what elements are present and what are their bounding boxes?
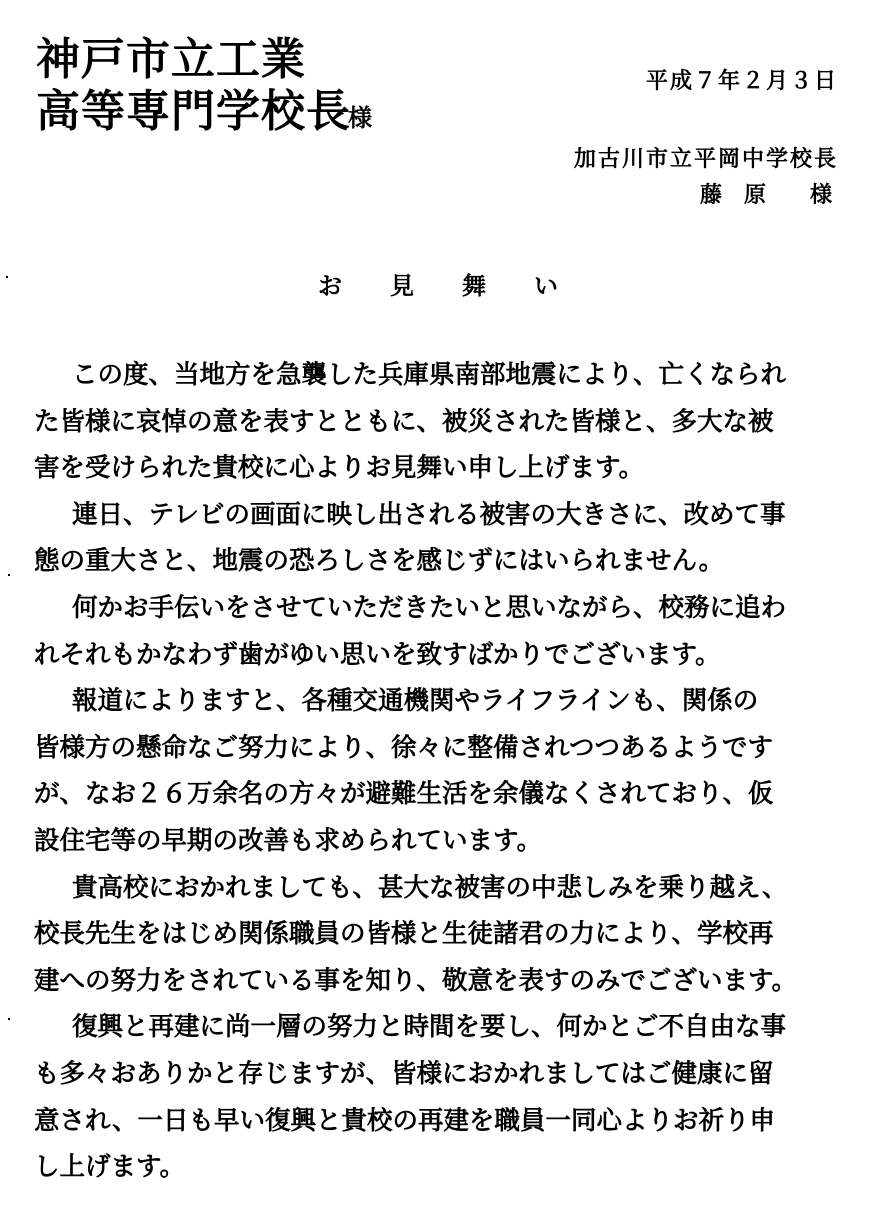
body-line: れそれもかなわず歯がゆい思いを致すばかりでございます。 [34,639,721,670]
body-line: 連日、テレビの画面に映し出される被害の大きさに、改めて事 [72,499,786,530]
body-line: 害を受けられた貴校に心よりお見舞い申し上げます。 [34,453,644,484]
addressee-honorific: 様 [348,103,372,132]
letter-date: 平成７年２月３日 [645,69,838,94]
body-line: 校長先生をはじめ関係職員の皆様と生徒諸君の力により、学校再 [34,919,774,950]
body-line: し上げます。 [34,1152,185,1183]
scan-speck [6,276,8,278]
body-line: 報道によりますと、各種交通機関やライフラインも、関係の [72,686,759,717]
body-line: た皆様に哀悼の意を表すとともに、被災された皆様と、多大な被 [34,406,774,437]
addressee-line-2: 高等専門学校長 [36,86,351,137]
body-line: 貴高校におかれましても、甚大な被害の中悲しみを乗り越え、 [72,872,788,903]
sender-block [574,142,838,214]
sender-honorific: 様 [809,183,834,208]
sender-organization: 加古川市立平岡中学校長 [573,147,838,172]
addressee-line-1: 神戸市立工業 [36,34,306,85]
body-line: 設住宅等の早期の改善も求められています。 [34,825,542,856]
body-line: 復興と再建に尚一層の努力と時間を要し、何かとご不自由な事 [72,1012,787,1043]
addressee-block [36,34,372,138]
document-title: お見舞い [318,272,606,300]
body-line: が、なお２６万余名の方々が避難生活を余儀なくされており、仮 [34,779,774,810]
scan-speck [8,574,10,576]
letter-body [34,352,848,1191]
body-line: この度、当地方を急襲した兵庫県南部地震により、亡くなられ [72,360,787,390]
body-line: 何かお手伝いをさせていただきたいと思いながら、校務に追わ [72,592,787,623]
body-line: 意され、一日も早い復興と貴校の再建を職員一同心よりお祈り申 [34,1105,776,1136]
sender-name-line [574,178,834,214]
sender-name: 藤原 [699,183,788,208]
body-line: 建への努力をされている事を知り、敬意を表すのみでございます。 [34,965,797,996]
body-line: 態の重大さと、地震の恐ろしさを感じずにはいられません。 [34,546,725,577]
scan-speck [8,1018,10,1020]
body-line: 皆様方の懸命なご努力により、徐々に整備されつつあるようです [34,732,773,763]
body-line: も多々おありかと存じますが、皆様におかれましてはご健康に留 [34,1058,774,1089]
